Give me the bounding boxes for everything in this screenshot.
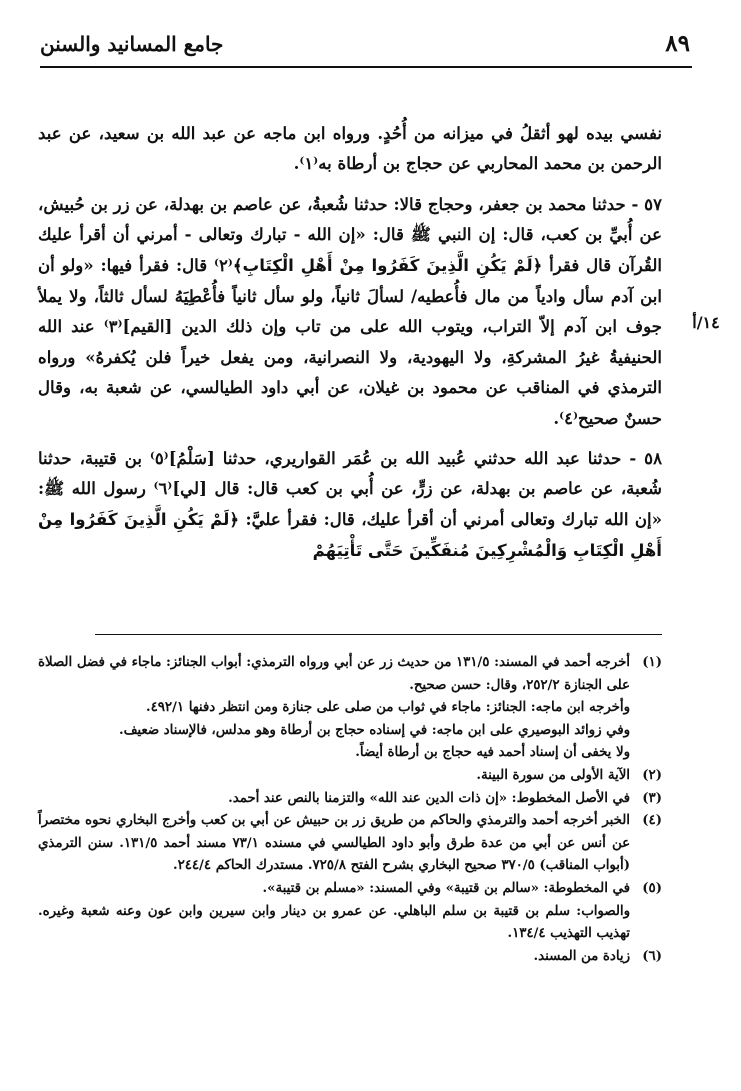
- page-number: ٨٩: [665, 30, 690, 57]
- footnotes: [38, 652, 662, 968]
- footnote-number: (٢): [642, 767, 662, 783]
- quran-verse-quote: ﴿لَمْ يَكُنِ الَّذِينَ كَفَرُوا مِنْ أَهْلِ الْكِتَابِ وَالْمُشْرِكِينَ مُنفَكِّينَ حَتَّى تَأْتِيَهُمْ: [38, 509, 662, 561]
- footnote-body: [38, 946, 630, 969]
- footnote-number: (٤): [642, 813, 662, 829]
- footnote-number: (٦): [642, 948, 662, 964]
- footnote-line: أخرجه أحمد في المسند: ١٣١/٥ من حديث زر عن أبي ورواه الترمذي: أبواب الجنائز: ماجاء في فضل الصلاة على الجنازة ٢٥٢/٢، وقال: حسن صحيح.: [38, 655, 630, 693]
- footnote-body: [38, 878, 630, 946]
- footnote-body: [38, 788, 630, 811]
- footnote-1: [38, 652, 662, 765]
- footnote-5: [38, 878, 662, 946]
- footnote-3: [38, 788, 662, 811]
- footnote-number: (١): [642, 655, 662, 670]
- paragraph-text: نفسي بيده لهو أثقلُ في ميزانه من أُحُدٍ. ورواه ابن ماجه عن عبد الله بن سعيد، عن عبد الرحمن بن محمد المحاربي عن حجاج بن أرطاة به⁽١⁾.: [38, 123, 662, 174]
- hadith-57: [38, 189, 662, 433]
- footnote-6: [38, 946, 662, 969]
- footnote-number: (٥): [642, 880, 662, 896]
- main-text: [38, 118, 662, 567]
- paragraph-continuation: [38, 118, 662, 179]
- footnote-separator: [95, 634, 662, 635]
- footnote-body: [38, 765, 630, 788]
- footnote-line: الخبر أخرجه أحمد والترمذي والحاكم من طريق زر بن حبيش عن أبي بن كعب وأخرج البخاري نحوه مختصراً عن أنس عن أبي من عدة طرق وأبو داود الطيالسي في مسنده ٧٣/١ مسند أحمد ١٣١/٥. سنن الترمذي (أبواب المناقب) ٣٧٠/٥ صحيح البخاري بشرح الفتح ٧٢٥/٨. مستدرك الحاكم ٢٤٤/٤.: [38, 813, 630, 874]
- footnote-2: [38, 765, 662, 788]
- hadith-58: [38, 443, 662, 567]
- footnote-line: وأخرجه ابن ماجه: الجنائز: ماجاء في ثواب من صلى على جنازة ومن انتظر دفنها ٤٩٢/١.: [145, 700, 630, 716]
- footnote-line: الآية الأولى من سورة البينة.: [476, 767, 630, 783]
- footnote-line: ولا يخفى أن إسناد أحمد فيه حجاج بن أرطاة أيضاً.: [355, 745, 630, 761]
- manuscript-folio-marker: ١٤/أ: [692, 313, 720, 332]
- hadith-58-isnad: ٥٨ - حدثنا عبد الله حدثني عُبيد الله بن عُمَر القواريري، حدثنا [سَلْمُ]⁽٥⁾ بن قتيبة، حدثنا شُعبة، عن عاصم بن بهدلة، عن زرٍّ، عن أُبي بن كعب قال: قال [لي]⁽٦⁾ رسول الله ﷺ: «إن الله تبارك وتعالى أمرني أن أقرأ عليك، قال: فقرأ عليَّ:: [38, 448, 662, 529]
- footnote-line: وفي زوائد البوصيري على ابن ماجه: في إسناده حجاج بن أرطاة وهو مدلس، فالإسناد ضعيف.: [118, 722, 630, 738]
- hadith-57-matn: ⁽٢⁾ قال: فقرأ فيها: «ولو أن ابن آدم سأل وادياً من مال فأُعطيه/ لسألَ ثانياً، ولو سأل ثانياً فأُعْطِيَهُ لسأل ثالثاً، ولا يملأ جوف ابن آدم إلاّ التراب، ويتوب الله على من تاب وإن ذلك الدين [القيم]⁽٣⁾ عند الله الحنيفيةُ غيرُ المشركةِ، ولا اليهودية، ولا النصرانية، ومن يفعل خيراً فلن يُكفرهُ» ورواه الترمذي في المناقب عن محمود بن غيلان، عن أبي داود الطيالسي، عن شعبة به، وقال حسنٌ صحيح⁽٤⁾.: [38, 254, 663, 428]
- footnote-line: في الأصل المخطوط: «إن ذات الدين عند الله» والتزمنا بالنص عند أحمد.: [228, 790, 630, 806]
- running-title: جامع المسانيد والسنن: [40, 32, 224, 56]
- header-rule: [40, 66, 692, 68]
- footnote-4: [38, 810, 662, 878]
- footnote-line: زيادة من المسند.: [533, 948, 630, 964]
- quran-verse-quote: ﴿لَمْ يَكُنِ الَّذِينَ كَفَرُوا مِنْ أَهْلِ الْكِتَابِ﴾: [232, 255, 543, 275]
- footnote-line: والصواب: سلم بن قتيبة بن سلم الباهلي. عن عمرو بن دينار وابن سيرين وابن عون وعنه شعبة وغيره. تهذيب التهذيب ١٣٤/٤.: [38, 903, 630, 942]
- footnote-body: [38, 810, 630, 878]
- footnote-number: (٣): [642, 790, 662, 806]
- hadith-57-isnad: ٥٧ - حدثنا محمد بن جعفر، وحجاج قالا: حدثنا شُعبةُ، عن عاصم بن بهدلة، عن زر بن حُبيش، عن أُبيِّ بن كعب، قال: إن النبي ﷺ قال: «إن الله - تبارك وتعالى - أمرني أن أقرأ عليك القُرآن قال فقرأ: [38, 193, 662, 275]
- page-header: [40, 28, 690, 62]
- footnote-line: في المخطوطة: «سالم بن قتيبة» وفي المسند: «مسلم بن قتيبة».: [262, 880, 630, 896]
- footnote-body: [38, 652, 630, 765]
